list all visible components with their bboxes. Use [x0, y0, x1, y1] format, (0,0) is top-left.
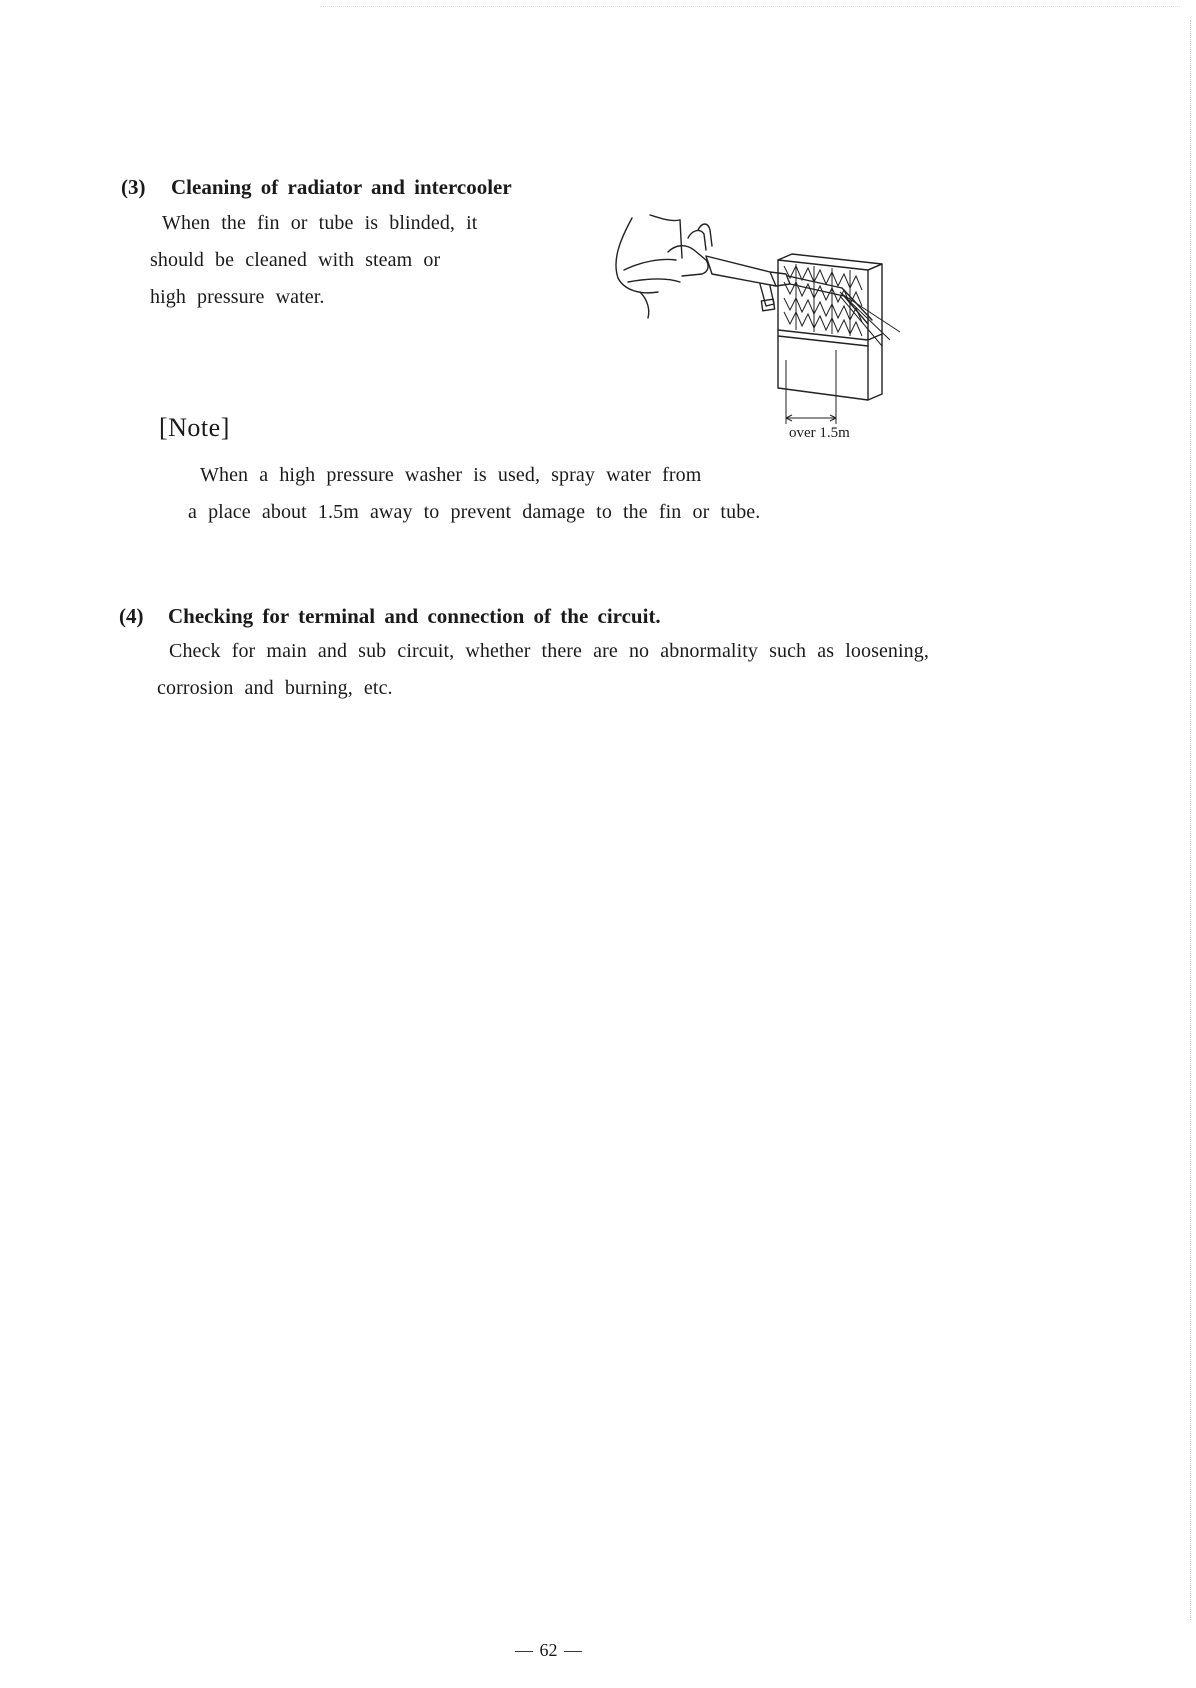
- section-3-title: Cleaning of radiator and intercooler: [171, 175, 512, 199]
- note-line-2: a place about 1.5m away to prevent damage to the fin or tube.: [188, 501, 761, 523]
- section-4-title: Checking for terminal and connection of the circuit.: [168, 604, 661, 628]
- section-3-line-1: When the fin or tube is blinded, it: [162, 212, 478, 234]
- section-3-number: (3): [121, 175, 146, 199]
- scan-artifact-top: [320, 6, 1180, 7]
- figure-caption: over 1.5m: [789, 425, 850, 441]
- note-line-1: When a high pressure washer is used, spray water from: [200, 464, 702, 486]
- section-3-line-2: should be cleaned with steam or: [150, 249, 441, 271]
- section-3-line-3: high pressure water.: [150, 286, 325, 308]
- section-4-line-2: corrosion and burning, etc.: [157, 677, 393, 699]
- section-4-number: (4): [119, 604, 144, 628]
- scan-artifact-edge: [1190, 20, 1191, 1620]
- note-title: [Note]: [159, 413, 230, 442]
- section-4-line-1: Check for main and sub circuit, whether there are no abnormality such as loosening,: [169, 640, 929, 662]
- page-number: — 62 —: [515, 1640, 582, 1660]
